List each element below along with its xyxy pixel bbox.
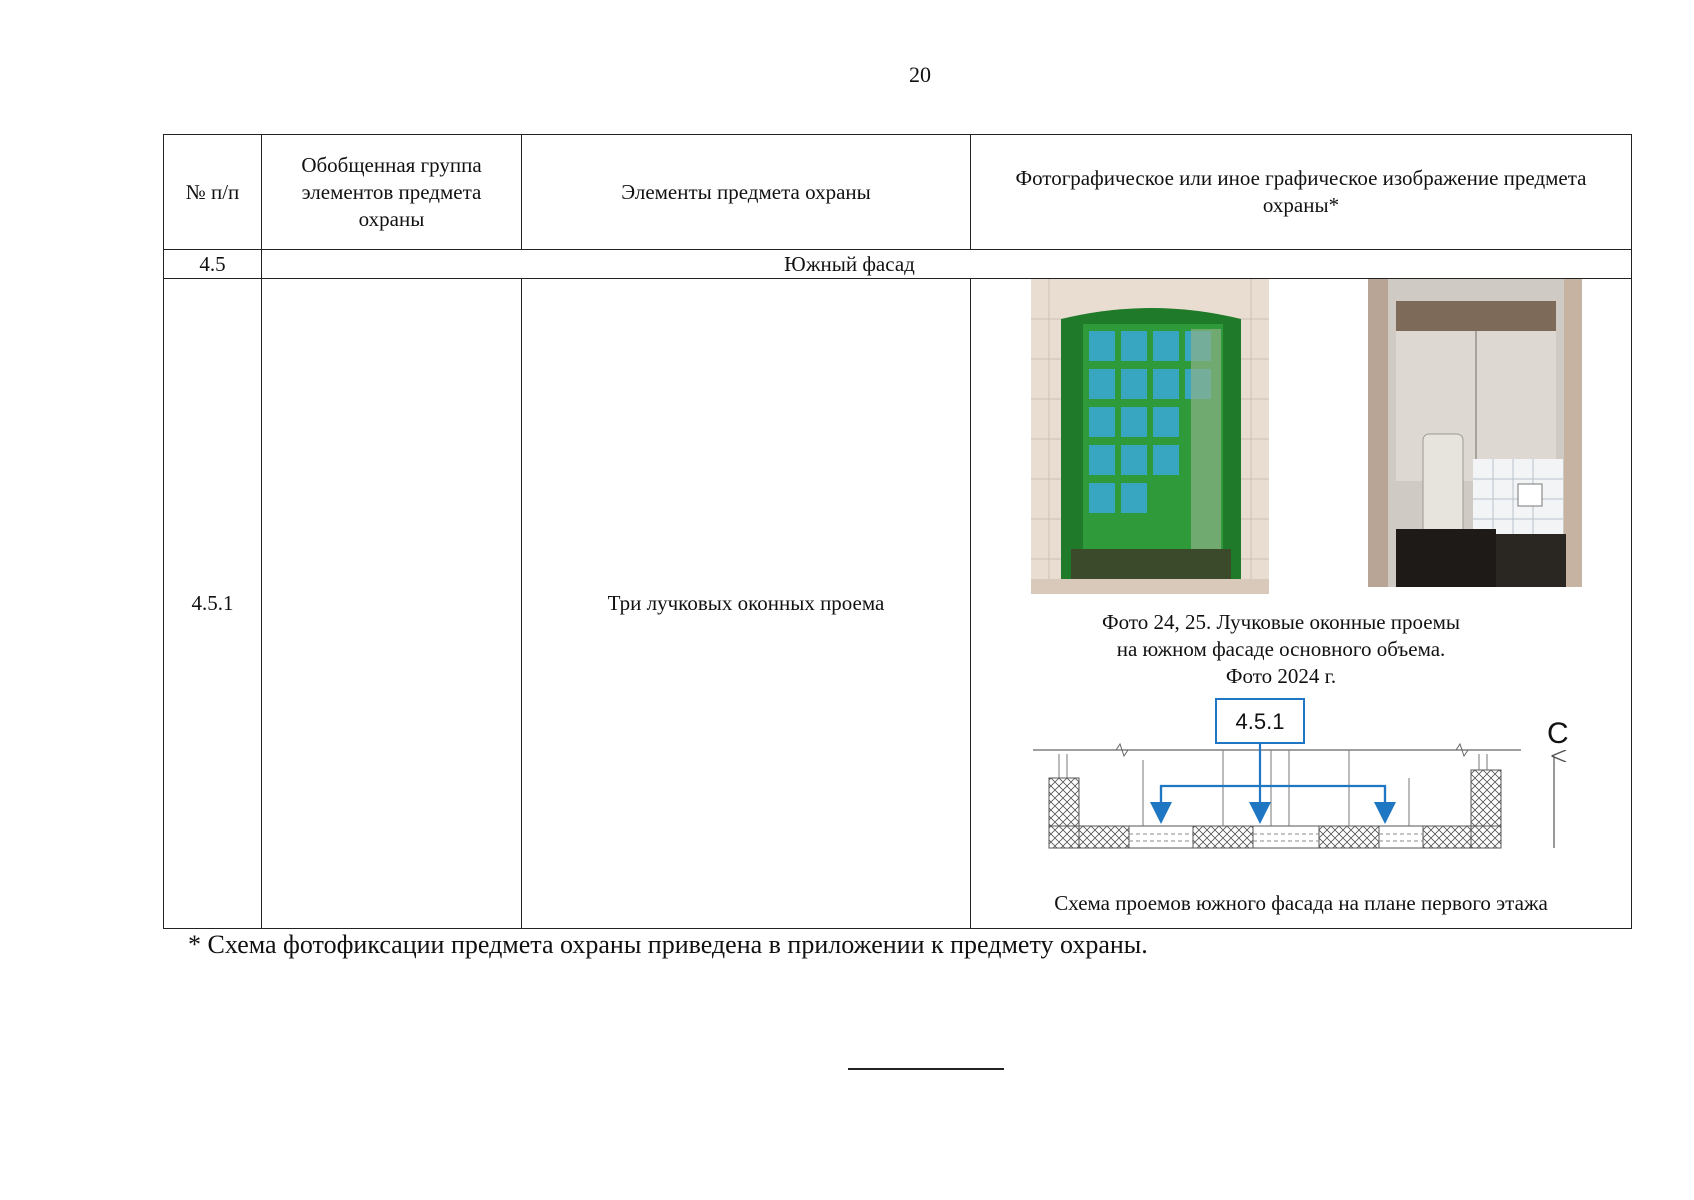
photos-block: [971, 279, 1631, 609]
row-elements: Три лучковых оконных проема: [522, 279, 971, 929]
header-elements: Элементы предмета охраны: [522, 135, 971, 250]
openings-scheme: [971, 698, 1631, 915]
section-num: 4.5: [164, 250, 262, 279]
photo-24-window-niche: [1031, 279, 1269, 594]
bottom-rule: [848, 1068, 1004, 1070]
footnote: * Схема фотофиксации предмета охраны приведена в приложении к предмету охраны.: [188, 930, 1148, 959]
header-group: Обобщенная группа элементов предмета охраны: [262, 135, 522, 250]
table-row: [164, 279, 1632, 929]
row-image-cell: [971, 279, 1632, 929]
table-header-row: [164, 135, 1632, 250]
photo-25-window-interior: [1368, 279, 1582, 587]
photo-caption-line-1: Фото 24, 25. Лучковые оконные проемы: [1102, 610, 1460, 634]
page-number: 20: [909, 62, 931, 87]
scheme-label-4-5-1: 4.5.1: [1215, 698, 1305, 744]
north-mark: С: [1547, 717, 1569, 750]
section-row: [164, 250, 1632, 279]
header-num: № п/п: [164, 135, 262, 250]
row-group: [262, 279, 522, 929]
row-num: 4.5.1: [164, 279, 262, 929]
photo-caption-line-3: Фото 2024 г.: [1225, 664, 1337, 688]
scheme-caption: Схема проемов южного фасада на плане первого этажа: [1054, 891, 1548, 915]
header-image: Фотографическое или иное графическое изображение предмета охраны*: [971, 135, 1632, 250]
protection-table: [163, 134, 1632, 929]
photo-caption: [931, 609, 1631, 690]
section-title: Южный фасад: [262, 250, 1632, 279]
photo-caption-line-2: на южном фасаде основного объема.: [1116, 637, 1446, 661]
